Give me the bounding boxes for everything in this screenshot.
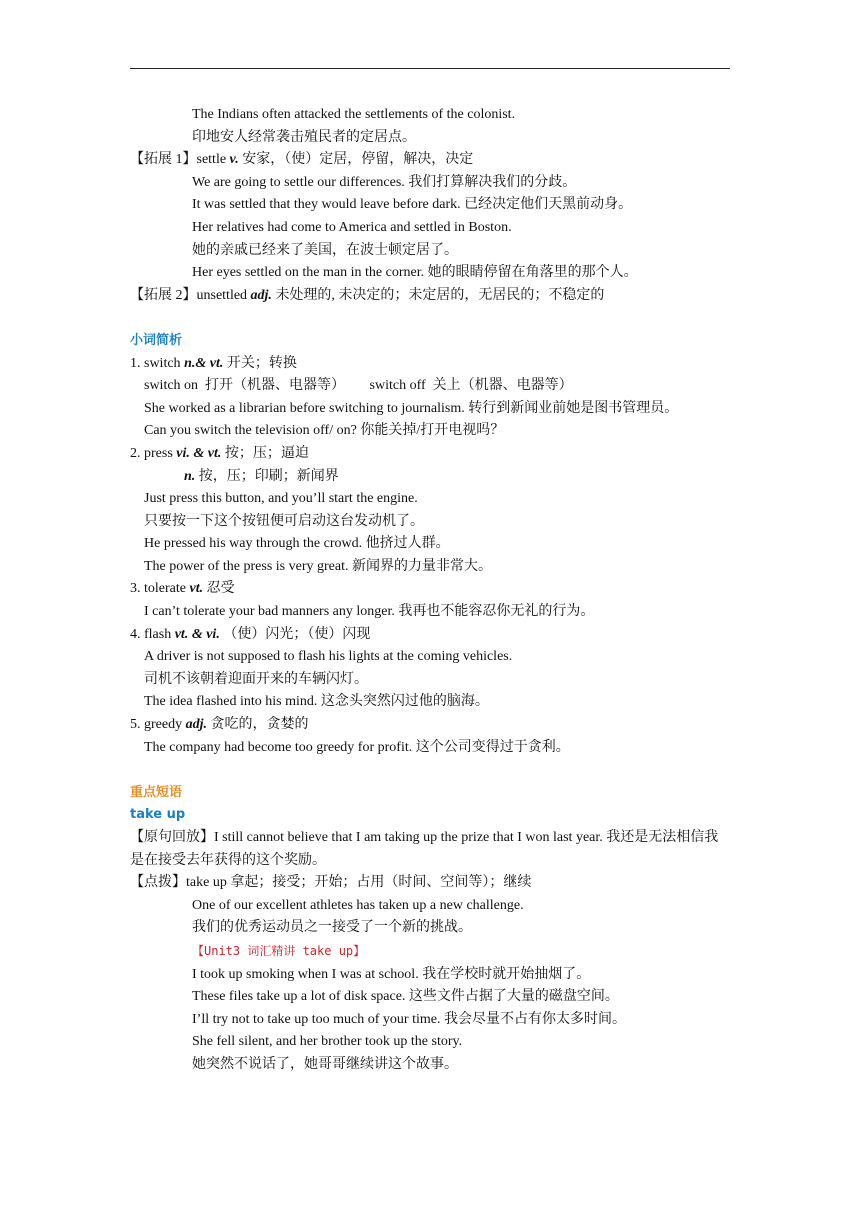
vocab-entry-press [130, 443, 740, 466]
example-sentence: The Indians often attacked the settlements of the colonist. [192, 107, 516, 122]
example-line: switch on 打开（机器、电器等） switch off 关上（机器、电器等） [144, 378, 573, 394]
red-note: 【Unit3 词汇精讲 take up】 [192, 943, 366, 958]
example-sentence: One of our excellent athletes has taken up a new challenge. [192, 897, 524, 913]
example-line: Just press this button, and you’ll start the engine. [144, 491, 418, 507]
vocab-meaning: 按，压；印刷；新闻界 [195, 468, 339, 484]
example-sentence: Her relatives had come to America and settled in Boston. [192, 219, 512, 235]
part-of-speech: vt. [189, 581, 204, 597]
vocab-entry-flash [130, 624, 740, 647]
spacer [130, 759, 740, 782]
vocab-word: 2. press [130, 445, 177, 461]
example-sentence: These files take up a lot of disk space. 这些文件占据了大量的磁盘空间。 [192, 989, 619, 1005]
example-translation: 她突然不说话了，她哥哥继续讲这个故事。 [192, 1056, 458, 1072]
part-of-speech: vi. & vt. [176, 445, 222, 461]
vocab-entry-switch [130, 353, 740, 376]
vocab-meaning: 按；压；逼迫 [221, 445, 309, 461]
original-tag: 【原句回放】 [130, 830, 214, 845]
part-of-speech: adj. [250, 287, 272, 303]
extension-1 [130, 149, 740, 172]
example-line: The idea flashed into his mind. 这念头突然闪过他的脑海。 [144, 694, 489, 710]
example-line: The power of the press is very great. 新闻界的力量非常大。 [144, 558, 492, 574]
extension-tag: 【拓展 1】 [130, 152, 197, 168]
tip-tag: 【点拨】 [130, 875, 186, 891]
example-line: A driver is not supposed to flash his lights at the coming vehicles. [144, 649, 513, 665]
example-sentence: Her eyes settled on the man in the corner. 她的眼睛停留在角落里的那个人。 [192, 265, 638, 281]
example-line: He pressed his way through the crowd. 他挤过人群。 [144, 536, 450, 552]
phrase-heading: take up [130, 807, 186, 823]
vocab-meaning: 贪吃的，贪婪的 [206, 717, 309, 733]
vocab-meaning: （使）闪光；（使）闪现 [219, 626, 371, 642]
header-rule [130, 68, 730, 69]
part-of-speech: adj. [185, 717, 207, 733]
tip-text: take up 拿起；接受；开始；占用（时间、空间等）；继续 [186, 875, 532, 891]
vocab-entry-press-noun [130, 466, 740, 489]
example-line: I can’t tolerate your bad manners any longer. 我再也不能容忍你无礼的行为。 [144, 604, 595, 620]
example-line: She worked as a librarian before switching to journalism. 转行到新闻业前她是图书管理员。 [144, 400, 679, 416]
original-text: I still cannot believe that I am taking up the prize that I won last year. 我还是无法相信我是在接受去年获得的这个奖励。 [130, 830, 719, 868]
example-translation: 她的亲戚已经来了美国，在波士顿定居了。 [192, 242, 458, 258]
extension-word: unsettled [196, 287, 251, 303]
vocab-word: 3. tolerate [130, 581, 190, 597]
example-line: Can you switch the television off/ on? 你能关掉/打开电视吗？ [144, 423, 505, 439]
vocab-entry-tolerate [130, 578, 740, 601]
example-translation: 我们的优秀运动员之一接受了一个新的挑战。 [192, 920, 472, 936]
section-heading-vocab: 小词简析 [130, 332, 183, 348]
part-of-speech: v. [229, 152, 239, 168]
example-line: 只要按一下这个按钮便可启动这台发动机了。 [144, 513, 424, 529]
vocab-meaning: 忍受 [203, 581, 235, 597]
example-line: The company had become too greedy for profit. 这个公司变得过于贪利。 [144, 739, 570, 755]
example-sentence: I’ll try not to take up too much of your time. 我会尽量不占有你太多时间。 [192, 1011, 626, 1027]
section-heading-phrases: 重点短语 [130, 784, 183, 800]
extension-2 [130, 285, 740, 308]
example-line: 司机不该朝着迎面开来的车辆闪灯。 [144, 671, 368, 687]
part-of-speech: n.& vt. [184, 355, 224, 371]
vocab-word: 4. flash [130, 626, 175, 642]
example-sentence: It was settled that they would leave before dark. 已经决定他们天黑前动身。 [192, 197, 633, 213]
document-page [130, 104, 740, 1077]
vocab-word: 5. greedy [130, 717, 186, 733]
vocab-entry-greedy [130, 714, 740, 737]
part-of-speech: n. [184, 468, 196, 484]
cross-reference-note [130, 940, 740, 964]
extension-meaning: 未处理的, 未决定的；未定居的，无居民的；不稳定的 [271, 287, 605, 303]
part-of-speech: vt. & vi. [174, 626, 220, 642]
spacer [130, 307, 740, 330]
tip-line [130, 872, 740, 895]
extension-tag: 【拓展 2】 [130, 287, 197, 303]
example-sentence: I took up smoking when I was at school. 我在学校时就开始抽烟了。 [192, 966, 591, 982]
vocab-meaning: 开关；转换 [223, 355, 297, 371]
extension-word: settle [196, 152, 230, 168]
example-sentence: We are going to settle our differences. 我们打算解决我们的分歧。 [192, 174, 577, 190]
original-sentence [130, 827, 732, 872]
example-translation: 印地安人经常袭击殖民者的定居点。 [192, 129, 416, 145]
example-sentence: She fell silent, and her brother took up the story. [192, 1034, 463, 1050]
vocab-word: 1. switch [130, 355, 185, 371]
extension-meaning: 安家，（使）定居，停留，解决，决定 [238, 152, 474, 168]
